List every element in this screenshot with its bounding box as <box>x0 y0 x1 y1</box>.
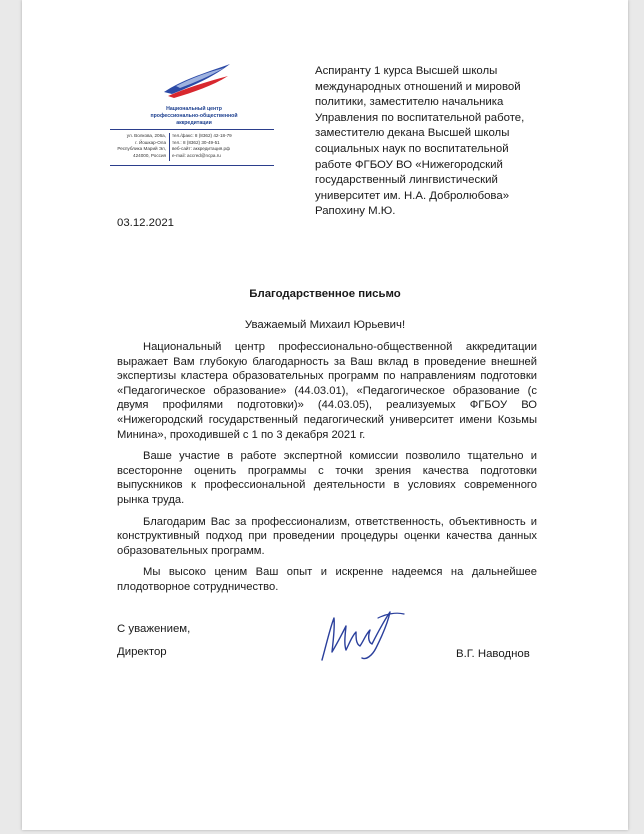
addressee-line: политики, заместителю начальника <box>315 96 504 109</box>
addressee-line: университет им. Н.А. Добролюбова» <box>315 189 510 202</box>
email: e-mail: accred@ncpa.ru <box>172 152 221 158</box>
addressee-line: Рапохину М.Ю. <box>315 205 396 218</box>
closing: С уважением, <box>117 623 191 635</box>
addressee-line: социальных наук по воспитательной <box>315 142 509 155</box>
addressee-line: Аспиранту 1 курса Высшей школы <box>315 65 498 77</box>
body-paragraph: Мы высоко ценим Ваш опыт и искренне надеемся на дальнейшее плодотворное сотрудничество. <box>117 566 537 593</box>
header-rule <box>110 129 274 130</box>
org-name <box>114 106 274 127</box>
address-line: Республика Марий Эл, <box>117 146 166 152</box>
addressee-line: международных отношений и мировой <box>315 80 521 93</box>
addressee-line: заместителю декана Высшей школы <box>315 127 510 140</box>
address-line: 424000, Россия <box>133 152 166 158</box>
letter-body <box>117 340 537 602</box>
phone: тел.: 8 (8362) 30-49-51 <box>172 139 220 145</box>
org-name-line: Национальный центр <box>166 106 222 112</box>
org-name-line: аккредитации <box>176 120 212 126</box>
header-divider <box>169 133 170 161</box>
signer-position: Директор <box>117 646 167 658</box>
address-line: г. Йошкар-Ола <box>135 139 166 145</box>
contact-details <box>172 133 272 159</box>
address-line: ул. Волкова, 206а, <box>126 133 166 138</box>
addressee-line: работе ФГБОУ ВО «Нижегородский <box>315 158 503 171</box>
addressee-block <box>315 64 575 220</box>
ncpa-logo-icon <box>162 62 232 100</box>
body-paragraph: Ваше участие в работе экспертной комиссии позволило тщательно и всесторонне оценить программы с точки зрения качества подготовки выпускников к профессиональной деятельности в условиях современного рынка труда. <box>117 450 537 506</box>
addressee-line: Управления по воспитательной работе, <box>315 111 525 124</box>
addressee-line: государственный лингвистический <box>315 174 498 187</box>
body-paragraph: Благодарим Вас за профессионализм, ответственность, объективность и конструктивный подход при проведении процедуры оценки качества данных образовательных программ. <box>117 515 537 557</box>
postal-address <box>114 133 166 159</box>
handwritten-signature <box>316 606 408 664</box>
org-name-line: профессионально-общественной <box>150 113 238 119</box>
signer-name: В.Г. Наводнов <box>456 648 530 660</box>
body-paragraph: Национальный центр профессионально-общественной аккредитации выражает Вам глубокую благодарность за Ваш вклад в проведение внешней экспертизы кластера образовательных программ по направлениям подготовки «Педагогическое образование» (44.03.01), «Педагогическое образование (с двумя профилями подготовки)» (44.03.05), реализуемых ФГБОУ ВО «Нижегородский государственный педагогический университет имени Козьмы Минина», проходившей с 1 по 3 декабря 2021 г. <box>117 341 537 441</box>
letter-date: 03.12.2021 <box>117 217 175 229</box>
phone-fax: тел./факс: 8 (8362) 42-18-79 <box>172 133 232 138</box>
letter-page <box>22 0 628 830</box>
letter-title: Благодарственное письмо <box>249 288 401 300</box>
header-rule <box>110 165 274 166</box>
website: веб-сайт: аккредитация.рф <box>172 146 230 152</box>
salutation: Уважаемый Михаил Юрьевич! <box>244 319 406 331</box>
